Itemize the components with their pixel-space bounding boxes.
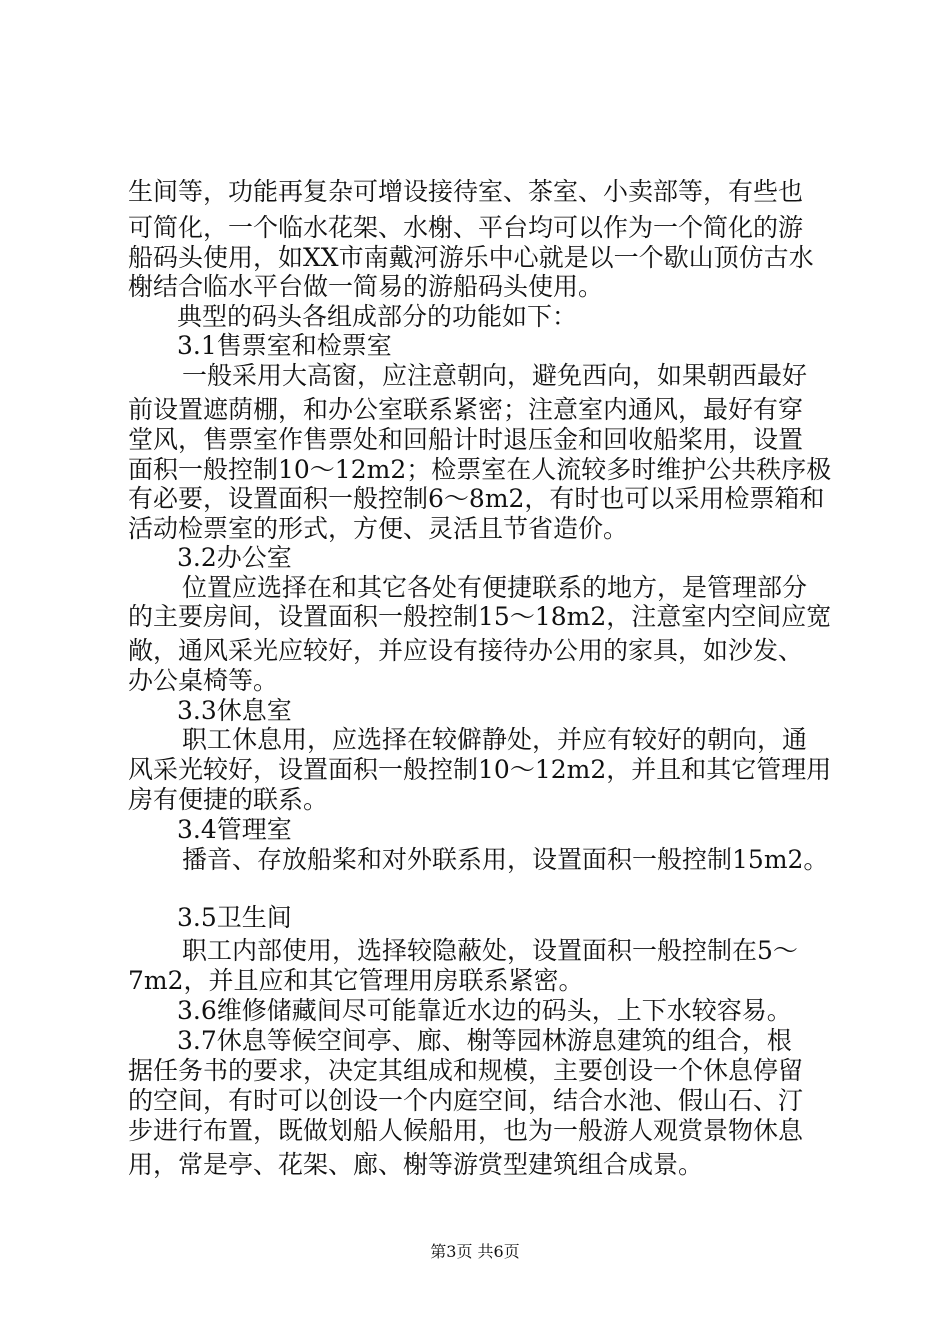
- body-line: 职工休息用，应选择在较僻静处，并应有较好的朝向，通: [182, 725, 808, 754]
- body-line: 用，常是亭、花架、廊、榭等游赏型建筑组合成景。: [128, 1150, 704, 1179]
- section-heading: 3.7休息等候空间亭、廊、榭等园林游息建筑的组合，根: [177, 1026, 792, 1055]
- section-heading: 3.6维修储藏间尽可能靠近水边的码头，上下水较容易。: [177, 996, 792, 1025]
- body-line: 敞，通风采光应较好，并应设有接待办公用的家具，如沙发、: [128, 636, 804, 665]
- body-line: 面积一般控制10～12m2；检票室在人流较多时维护公共秩序极: [128, 455, 832, 484]
- body-line: 可简化，一个临水花架、水榭、平台均可以作为一个简化的游: [128, 213, 804, 242]
- body-line: 房有便捷的联系。: [128, 785, 329, 814]
- body-line: 据任务书的要求，决定其组成和规模，主要创设一个休息停留: [128, 1056, 804, 1085]
- body-line: 一般采用大高窗，应注意朝向，避免西向，如果朝西最好: [182, 361, 808, 390]
- body-line: 活动检票室的形式，方便、灵活且节省造价。: [128, 514, 629, 543]
- section-heading: 3.3休息室: [177, 696, 292, 725]
- section-heading: 3.1售票室和检票室: [177, 331, 392, 360]
- section-heading: 3.5卫生间: [177, 903, 292, 932]
- body-line: 的主要房间，设置面积一般控制15～18m2，注意室内空间应宽: [128, 602, 832, 631]
- section-heading: 3.2办公室: [177, 543, 292, 572]
- body-line: 前设置遮荫棚，和办公室联系紧密；注意室内通风，最好有穿: [128, 395, 804, 424]
- body-line: 位置应选择在和其它各处有便捷联系的地方，是管理部分: [182, 573, 808, 602]
- body-line: 风采光较好，设置面积一般控制10～12m2，并且和其它管理用: [128, 755, 832, 784]
- body-line: 榭结合临水平台做一简易的游船码头使用。: [128, 272, 604, 301]
- body-line: 典型的码头各组成部分的功能如下：: [177, 302, 578, 331]
- body-line: 生间等，功能再复杂可增设接待室、茶室、小卖部等，有些也: [128, 177, 804, 206]
- body-line: 有必要，设置面积一般控制6～8m2，有时也可以采用检票箱和: [128, 484, 825, 513]
- body-line: 堂风，售票室作售票处和回船计时退压金和回收船桨用，设置: [128, 425, 804, 454]
- body-line: 7m2，并且应和其它管理用房联系紧密。: [128, 966, 584, 995]
- section-heading: 3.4管理室: [177, 815, 292, 844]
- body-line: 播音、存放船桨和对外联系用，设置面积一般控制15m2。: [182, 845, 829, 874]
- body-line: 的空间，有时可以创设一个内庭空间，结合水池、假山石、汀: [128, 1086, 804, 1115]
- body-line: 办公桌椅等。: [128, 666, 279, 695]
- page-footer: 第3页 共6页: [430, 1242, 520, 1261]
- body-line: 职工内部使用，选择较隐蔽处，设置面积一般控制在5～: [182, 936, 798, 965]
- body-line: 船码头使用，如XX市南戴河游乐中心就是以一个歇山顶仿古水: [128, 243, 814, 272]
- body-line: 步进行布置，既做划船人候船用，也为一般游人观赏景物休息: [128, 1116, 804, 1145]
